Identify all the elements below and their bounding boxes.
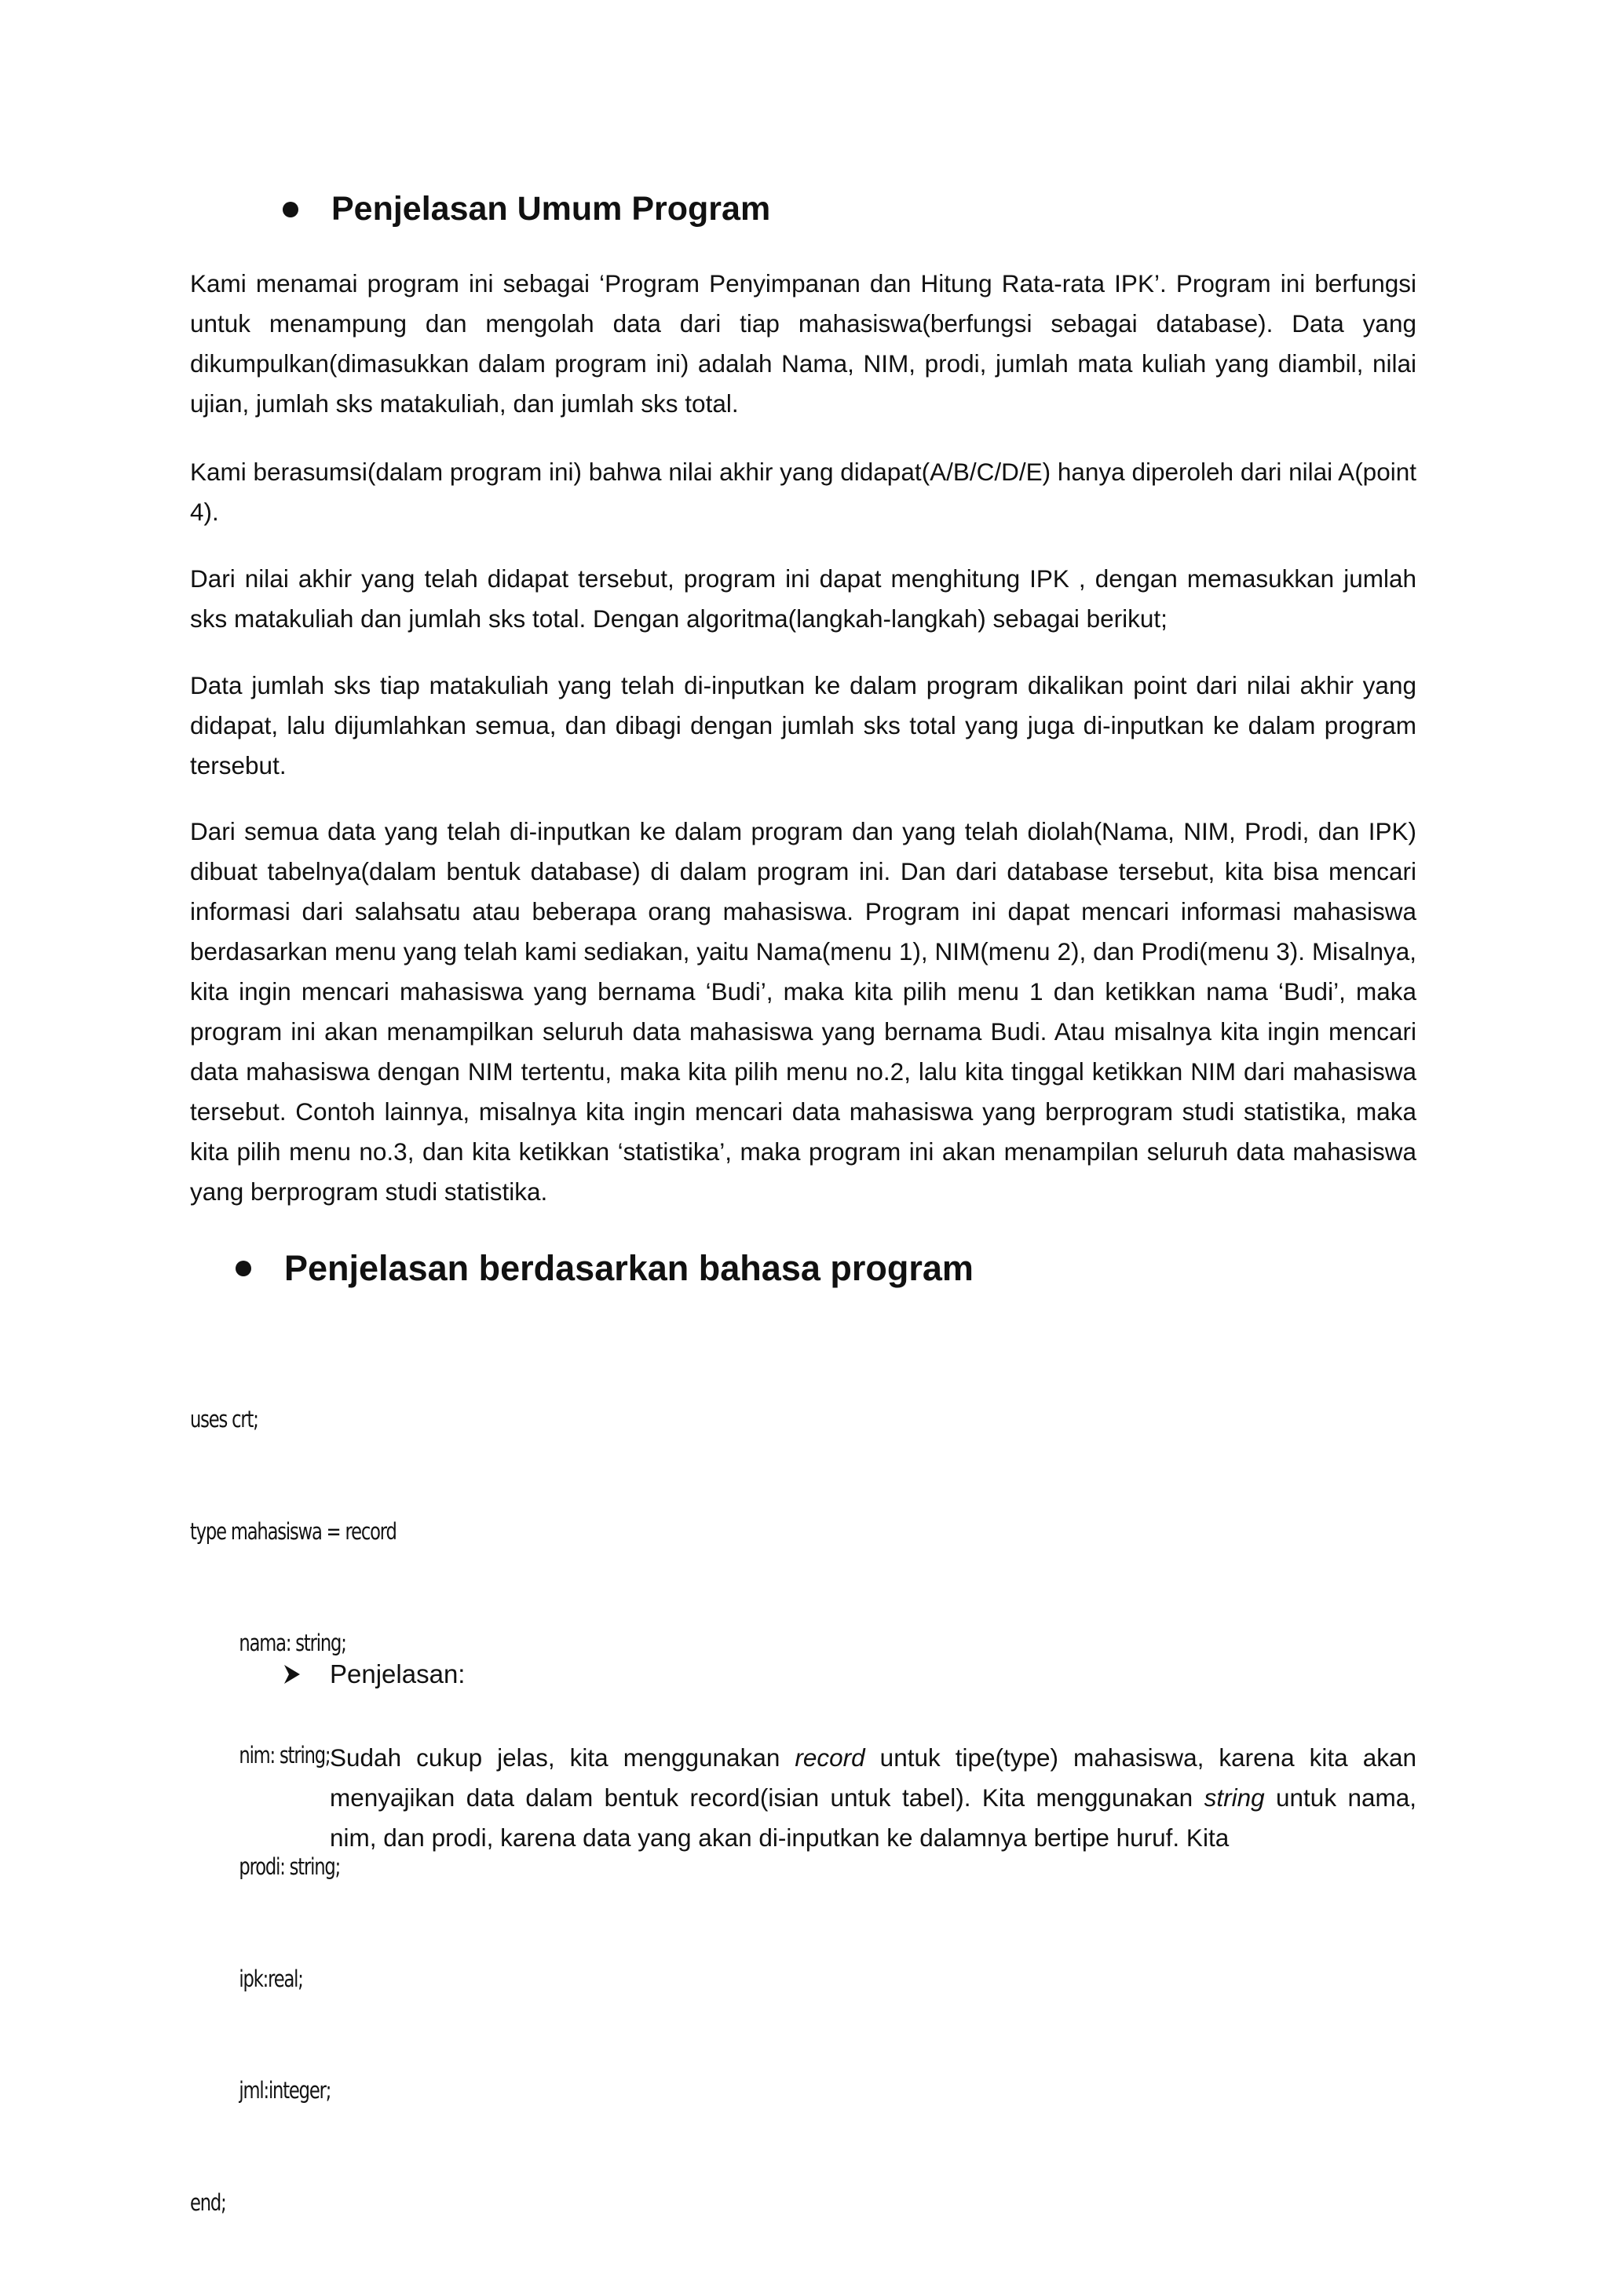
explanation-text: Sudah cukup jelas, kita menggunakan bbox=[330, 1743, 795, 1772]
sub-bullet-label: Penjelasan: bbox=[330, 1659, 466, 1688]
code-line: type mahasiswa = record bbox=[190, 1517, 397, 1545]
paragraph-intro: Kami menamai program ini sebagai ‘Program Penyimpanan dan Hitung Rata-rata IPK’. Program ini berfungsi untuk menampung dan mengolah data dari tiap mahasiswa(berfungsi sebagai database). Data yang dikumpulkan(dimasukkan dalam program ini) adalah Nama, NIM, prodi, jumlah mata kuliah yang diambil, nilai ujian, jumlah sks matakuliah, dan jumlah sks total. bbox=[190, 269, 1416, 418]
explanation-text: untuk tipe(type) mahasiswa, karena kita akan menyajikan data dalam bentuk record(isian untuk tabel). Kita menggunakan bbox=[330, 1743, 1416, 1812]
paragraph-explanation bbox=[330, 1738, 1416, 1858]
section-heading-bahasa bbox=[236, 1248, 974, 1289]
explanation-emphasis-string: string bbox=[1204, 1783, 1265, 1812]
paragraph-ipk: Dari nilai akhir yang telah didapat tersebut, program ini dapat menghitung IPK , dengan memasukkan jumlah sks matakuliah dan jumlah sks total. Dengan algoritma(langkah-langkah) sebagai berikut; bbox=[190, 564, 1416, 633]
explanation-text: untuk nama, nim, dan prodi, karena data yang akan di-inputkan ke dalamnya bertipe huruf. Kita bbox=[330, 1783, 1417, 1852]
heading-text: Penjelasan Umum Program bbox=[331, 190, 771, 228]
arrow-bullet-icon bbox=[283, 1664, 302, 1685]
bullet-icon bbox=[283, 202, 298, 217]
explanation-emphasis-record: record bbox=[795, 1743, 865, 1772]
paragraph-assumption: Kami berasumsi(dalam program ini) bahwa nilai akhir yang didapat(A/B/C/D/E) hanya diperoleh dari nilai A(point 4). bbox=[190, 458, 1416, 526]
code-line: uses crt; bbox=[190, 1406, 258, 1433]
code-line: prodi: string; bbox=[239, 1853, 341, 1880]
sub-bullet-penjelasan bbox=[283, 1659, 465, 1689]
section-heading-umum bbox=[283, 190, 770, 228]
code-line: jml:integer; bbox=[239, 2077, 331, 2104]
paragraph-algorithm: Data jumlah sks tiap matakuliah yang telah di-inputkan ke dalam program dikalikan point dari nilai akhir yang didapat, lalu dijumlahkan semua, dan dibagi dengan jumlah sks total yang juga di-inputkan ke dalam program tersebut. bbox=[190, 671, 1416, 779]
code-line: nim: string; bbox=[239, 1741, 331, 1769]
code-line: ipk:real; bbox=[239, 1965, 303, 1992]
paragraph-database: Dari semua data yang telah di-inputkan ke dalam program dan yang telah diolah(Nama, NIM, Prodi, dan IPK) dibuat tabelnya(dalam bentuk database) di dalam program ini. Dan dari database tersebut, kita bisa mencari informasi dari salahsatu atau beberapa orang mahasiswa. Program ini dapat mencari informasi mahasiswa berdasarkan menu yang telah kami sediakan, yaitu Nama(menu 1), NIM(menu 2), dan Prodi(menu 3). Misalnya, kita ingin mencari mahasiswa yang bernama ‘Budi’, maka kita pilih menu 1 dan ketikkan nama ‘Budi’, maka program ini akan menampilkan seluruh data mahasiswa yang bernama Budi. Atau misalnya kita ingin mencari data mahasiswa dengan NIM tertentu, maka kita pilih menu no.2, lalu kita tinggal ketikkan NIM dari mahasiswa tersebut. Contoh lainnya, misalnya kita ingin mencari data mahasiswa yang berprogram studi statistika, maka kita pilih menu no.3, dan kita ketikkan ‘statistika’, maka program ini akan menampilan seluruh data mahasiswa yang berprogram studi statistika. bbox=[190, 817, 1416, 1206]
code-line: nama: string; bbox=[239, 1630, 346, 1656]
heading-text: Penjelasan berdasarkan bahasa program bbox=[284, 1248, 974, 1288]
bullet-icon bbox=[236, 1261, 251, 1276]
code-line: end; bbox=[190, 2188, 226, 2216]
